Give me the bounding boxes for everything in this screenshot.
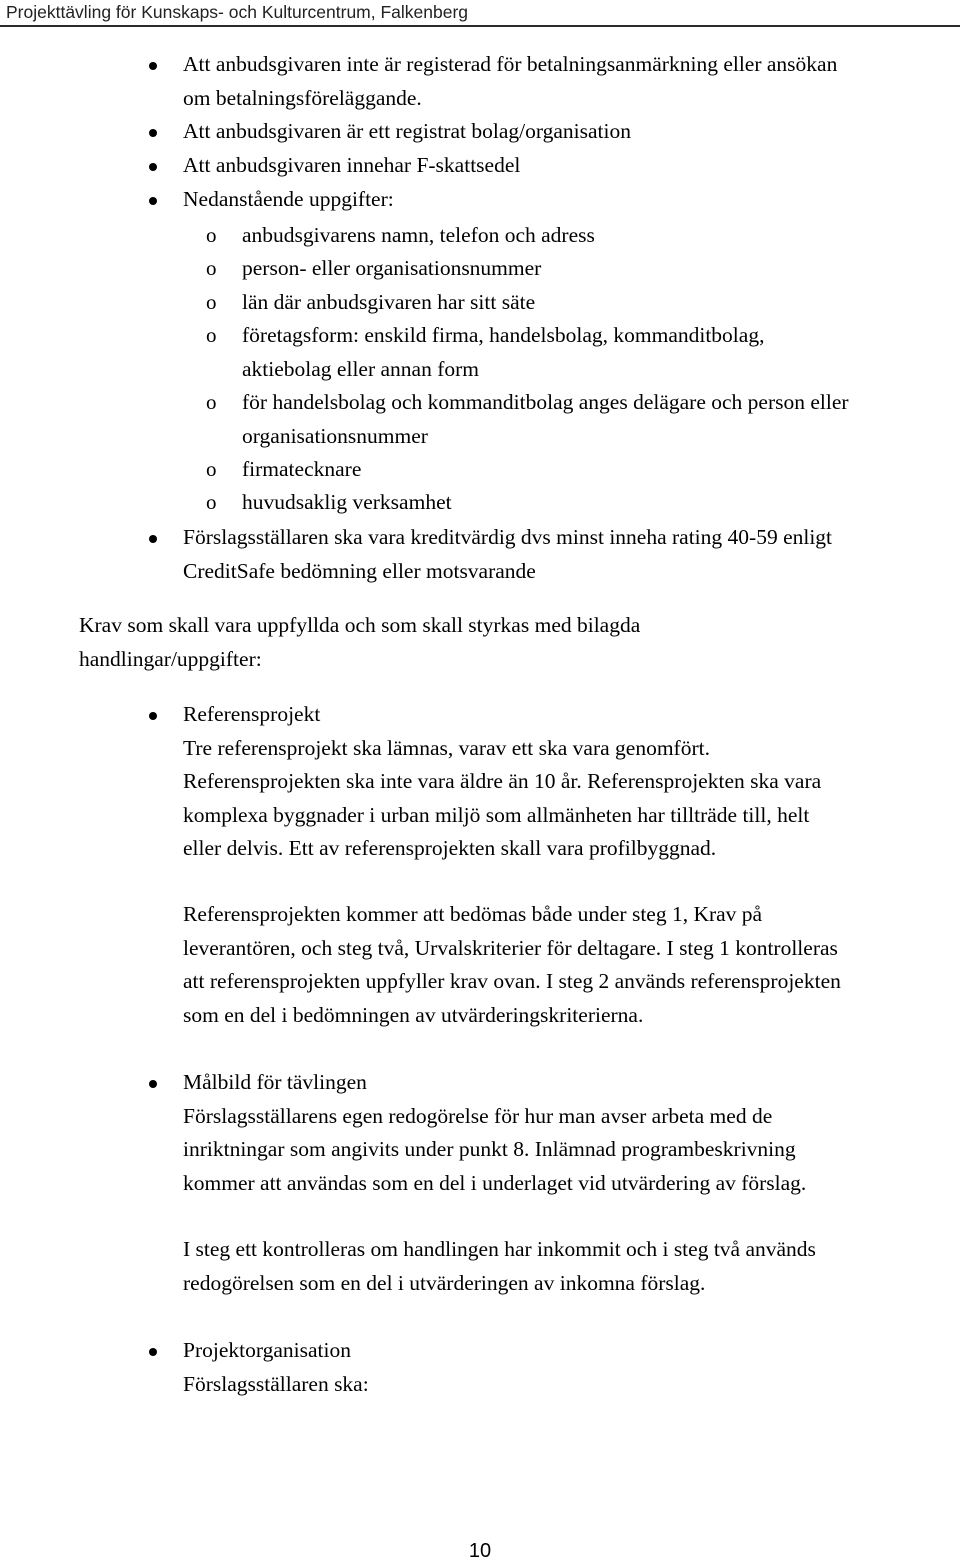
bullet-icon bbox=[149, 712, 157, 720]
bullet-icon bbox=[149, 1348, 157, 1356]
section-projektorganisation bbox=[183, 1334, 369, 1401]
paragraph-line: att referensprojekten uppfyller krav ovan. I steg 2 används referensprojekten bbox=[183, 969, 841, 993]
header-title: Projekttävling för Kunskaps- och Kulturcentrum, Falkenberg bbox=[6, 2, 469, 22]
paragraph-line: Krav som skall vara uppfyllda och som skall styrkas med bilagda bbox=[79, 613, 641, 637]
paragraph-line: komplexa byggnader i urban miljö som allmänheten har tillträde till, helt bbox=[183, 802, 810, 827]
paragraph-line: som en del i bedömningen av utvärderingskriterierna. bbox=[183, 1002, 644, 1027]
list-item bbox=[183, 521, 832, 588]
sub-list-item bbox=[242, 319, 764, 386]
krav-paragraph bbox=[79, 609, 640, 676]
list-item: Att anbudsgivaren är ett registrat bolag/organisation bbox=[183, 119, 631, 143]
sub-list-item-line: organisationsnummer bbox=[242, 423, 428, 448]
paragraph-line: Förslagsställaren ska: bbox=[183, 1371, 369, 1396]
circle-bullet-icon: o bbox=[206, 256, 217, 280]
list-item-line: om betalningsföreläggande. bbox=[183, 85, 422, 110]
sub-list-item: person- eller organisationsnummer bbox=[242, 256, 542, 280]
bullet-icon bbox=[149, 129, 157, 137]
circle-bullet-icon: o bbox=[206, 323, 217, 347]
bullet-icon bbox=[149, 62, 157, 70]
sub-list-item-line: för handelsbolag och kommanditbolag anges delägare och person eller bbox=[242, 390, 849, 414]
list-item-line: CreditSafe bedömning eller motsvarande bbox=[183, 558, 536, 583]
section-malbild bbox=[183, 1066, 806, 1200]
bullet-icon bbox=[149, 535, 157, 543]
paragraph-line: Tre referensprojekt ska lämnas, varav ett ska vara genomfört. bbox=[183, 735, 710, 760]
section-heading: Referensprojekt bbox=[183, 702, 321, 726]
paragraph-line: inriktningar som angivits under punkt 8. Inlämnad programbeskrivning bbox=[183, 1137, 796, 1161]
circle-bullet-icon: o bbox=[206, 223, 217, 247]
paragraph-line: Förslagsställarens egen redogörelse för hur man avser arbeta med de bbox=[183, 1103, 773, 1128]
section-heading: Projektorganisation bbox=[183, 1338, 352, 1362]
circle-bullet-icon: o bbox=[206, 390, 217, 414]
sub-list-item: län där anbudsgivaren har sitt säte bbox=[242, 290, 536, 314]
sub-list-item bbox=[242, 386, 849, 453]
list-item-line: Förslagsställaren ska vara kreditvärdig dvs minst inneha rating 40-59 enligt bbox=[183, 525, 833, 549]
paragraph-line: redogörelsen som en del i utvärderingen av inkomna förslag. bbox=[183, 1270, 706, 1295]
bullet-icon bbox=[149, 197, 157, 205]
section-malbild-paragraph bbox=[183, 1233, 816, 1300]
bullet-icon bbox=[149, 163, 157, 171]
circle-bullet-icon: o bbox=[206, 290, 217, 314]
section-referensprojekt-paragraph bbox=[183, 898, 841, 1032]
sub-list-item-line: aktiebolag eller annan form bbox=[242, 356, 479, 381]
sub-list-item: firmatecknare bbox=[242, 457, 362, 481]
list-item bbox=[183, 48, 837, 115]
bullet-icon bbox=[149, 1080, 157, 1088]
paragraph-line: eller delvis. Ett av referensprojekten skall vara profilbyggnad. bbox=[183, 836, 717, 860]
paragraph-line: kommer att användas som en del i underlaget vid utvärdering av förslag. bbox=[183, 1170, 807, 1195]
list-item: Nedanstående uppgifter: bbox=[183, 187, 394, 211]
section-referensprojekt bbox=[183, 698, 821, 866]
circle-bullet-icon: o bbox=[206, 457, 217, 481]
circle-bullet-icon: o bbox=[206, 490, 217, 514]
section-heading: Målbild för tävlingen bbox=[183, 1070, 367, 1094]
sub-list-item-line: företagsform: enskild firma, handelsbolag, kommanditbolag, bbox=[242, 323, 765, 347]
list-item-line: Att anbudsgivaren inte är registerad för betalningsanmärkning eller ansökan bbox=[183, 52, 838, 76]
page-number: 10 bbox=[468, 1540, 492, 1562]
list-item: Att anbudsgivaren innehar F-skattsedel bbox=[183, 153, 521, 177]
paragraph-line: handlingar/uppgifter: bbox=[79, 646, 262, 671]
paragraph-line: leverantören, och steg två, Urvalskriterier för deltagare. I steg 1 kontrolleras bbox=[183, 935, 838, 960]
page-header bbox=[0, 0, 960, 27]
sub-list-item: huvudsaklig verksamhet bbox=[242, 490, 452, 514]
paragraph-line: Referensprojekten ska inte vara äldre än 10 år. Referensprojekten ska vara bbox=[183, 769, 822, 793]
paragraph-line: Referensprojekten kommer att bedömas både under steg 1, Krav på bbox=[183, 902, 763, 926]
paragraph-line: I steg ett kontrolleras om handlingen har inkommit och i steg två används bbox=[183, 1237, 816, 1261]
sub-list-item: anbudsgivarens namn, telefon och adress bbox=[242, 223, 595, 247]
